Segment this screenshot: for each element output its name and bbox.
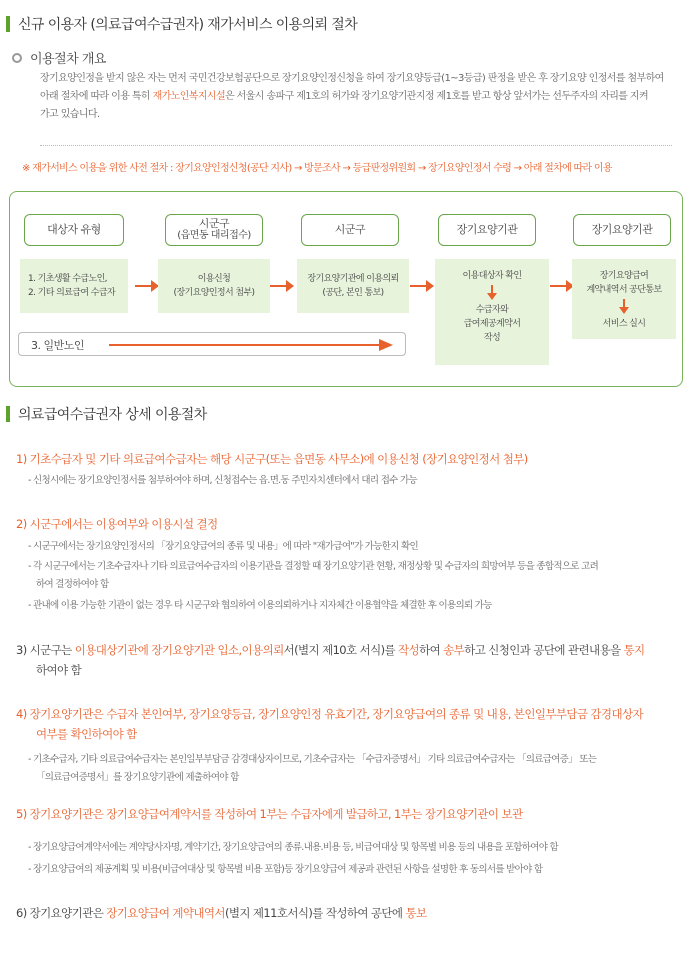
header-label: 시군구 <box>334 223 366 236</box>
highlight-text: 통보 <box>405 906 427 920</box>
step-4-bullet: - 기초수급자, 기타 의료급여수급자는 본인일부부담금 감경대상자이므로, 기초수급자는 「수급자증명서」 기타 의료급여수급자는 「의료급여증」 또는 <box>28 754 597 765</box>
dotted-divider <box>40 145 672 146</box>
flow-header-city-proxy <box>165 214 263 246</box>
header-sublabel: (읍면동 대리접수) <box>177 230 251 241</box>
flow-cell-target <box>20 259 128 313</box>
flow-cell-confirm <box>435 259 549 365</box>
step-3-line-1 <box>16 640 686 660</box>
step-4-bullet-cont: 「의료급여증명서」를 장기요양기관에 제출하여야 함 <box>36 772 239 783</box>
highlight-text: 이용대상기관에 장기요양기관 입소,이용의뢰 <box>74 643 284 657</box>
step-1-bullet: - 신청시에는 장기요양인정서를 첨부하여야 하며, 신청접수는 읍.면.동 주민자치센터에서 대리 접수 가능 <box>28 475 417 486</box>
right-arrow-icon <box>135 276 159 296</box>
section-title-text: 의료급여수급권자 상세 이용절차 <box>18 407 207 423</box>
overview-title-text: 이용절차 개요 <box>30 52 106 67</box>
highlight-text: 재가노인복지시설 <box>152 91 226 102</box>
step-3-line-2: 하여야 함 <box>36 663 82 677</box>
highlight-text: 장기요양급여 계약내역서 <box>106 906 225 920</box>
step-title-text: 5) 장기요양기관은 장기요양급여계약서를 작성하여 1부는 수급자에게 발급하고, 1부는 장기요양기관이 보관 <box>16 807 523 821</box>
step-title-text: 2) 시군구에서는 이용여부와 이용시설 결정 <box>16 517 218 531</box>
step-2-bullet-3: - 관내에 이용 가능한 기관이 없는 경우 타 시군구와 협의하여 이용의뢰하거나 지자체간 이용협약을 체결한 후 이용의뢰 가능 <box>28 600 492 611</box>
step-5-bullet-2: - 장기요양급여의 제공계획 및 비용(비급여대상 및 항목별 비용 포함)등 장기요양급여 제공과 관련된 사항을 설명한 후 동의서를 받아야 함 <box>28 864 543 875</box>
step-2-bullet-2-cont: 하여 결정하여야 함 <box>36 579 109 590</box>
step-text: 하고 신청인과 공단에 관련내용을 <box>464 643 624 657</box>
header-label: 대상자 유형 <box>47 223 101 236</box>
step-5-title <box>16 804 522 824</box>
section-title-1 <box>6 14 357 34</box>
section-title-text: 신규 이용자 (의료급여수급권자) 재가서비스 이용의뢰 절차 <box>18 17 358 33</box>
intro-line-2 <box>40 88 680 106</box>
down-arrow-icon <box>618 299 630 315</box>
cell-text: 작성 <box>483 333 501 343</box>
section-bar <box>6 406 10 422</box>
header-label: 장기요양기관 <box>591 223 653 236</box>
long-arrow-head-icon <box>379 339 393 351</box>
long-arrow-line <box>109 344 379 346</box>
step-text: 6) 장기요양기관은 <box>16 906 107 920</box>
cell-text: 이용대상자 확인 <box>462 271 522 281</box>
pre-procedure-note: ※ 재가서비스 이용을 위한 사전 절차 : 장기요양인정신청(공단 지사) → 방문조사 → 등급판정위원회 → 장기요양인정서 수령 → 아래 절차에 따라 이용 <box>22 163 612 174</box>
cell-text: 장기요양급여 <box>599 271 649 281</box>
flow-header-target-type <box>24 214 124 246</box>
section-title-2 <box>6 404 207 424</box>
cell-text: (장기요양인정서 첨부) <box>173 288 255 298</box>
step-2-bullet-1: - 시군구에서는 장기요양인정서의 「장기요양급여의 종류 및 내용」에 따라 "재가급여"가 가능한지 확인 <box>28 541 418 552</box>
step-2-title <box>16 514 217 534</box>
cell-text: (공단, 본인 통보) <box>322 288 384 298</box>
flow-header-care-facility-1 <box>438 214 536 246</box>
header-label: 장기요양기관 <box>456 223 518 236</box>
cell-text: 수급자와 <box>475 305 509 315</box>
flow-cell-application <box>158 259 270 313</box>
cell-text: 이용신청 <box>197 274 231 284</box>
cell-text: 서비스 실시 <box>602 319 646 329</box>
procedure-flow-diagram <box>9 191 683 387</box>
step-text: 3) 시군구는 <box>16 643 75 657</box>
step-text: (별지 제11호서식)를 작성하여 공단에 <box>224 906 406 920</box>
intro-line-1: 장기요양인정을 받지 않은 자는 먼저 국민건강보험공단으로 장기요양인정신청을 하여 장기요양등급(1~3등급) 판정을 받은 후 장기요양 인정서를 첨부하여 <box>40 73 664 84</box>
right-arrow-icon <box>410 276 434 296</box>
cell-text: 계약내역서 공단통보 <box>586 285 662 295</box>
intro-text: 아래 절차에 따라 이용 특히 <box>40 91 153 102</box>
highlight-text: 통지 <box>623 643 645 657</box>
step-text: 하여 <box>419 643 444 657</box>
cell-text: 2. 기타 의료급여 수급자 <box>28 288 116 298</box>
step-4 <box>16 704 643 744</box>
cell-text: 1. 기초생활 수급노인, <box>28 274 107 284</box>
flow-header-care-facility-2 <box>573 214 671 246</box>
right-arrow-icon <box>550 276 574 296</box>
cell-text: 급여제공계약서 <box>463 319 521 329</box>
flow-cell-referral <box>297 259 409 313</box>
step-1-title <box>16 449 528 469</box>
circle-bullet-icon <box>12 53 22 63</box>
flow-header-city <box>301 214 399 246</box>
highlight-text: 송부 <box>443 643 465 657</box>
highlight-text: 작성 <box>398 643 420 657</box>
overview-title <box>12 48 106 67</box>
step-5-bullet-1: - 장기요양급여계약서에는 계약당사자명, 계약기간, 장기요양급여의 종류.내용.비용 등, 비급여대상 및 항목별 비용 등의 내용을 포함하여야 함 <box>28 842 558 853</box>
general-elderly-label: 3. 일반노인 <box>31 339 84 352</box>
intro-text: 은 서울시 송파구 제1호의 허가와 장기요양기관지정 제1호를 받고 항상 앞서가는 선두주자의 자리를 지켜 <box>225 91 649 102</box>
step-title-text: 1) 기초수급자 및 기타 의료급여수급자는 해당 시군구(또는 읍면동 사무소)에 이용신청 (장기요양인정서 첨부) <box>16 452 528 466</box>
step-6 <box>16 903 427 923</box>
cell-text: 장기요양기관에 이용의뢰 <box>307 274 399 284</box>
overview-paragraph <box>40 70 680 124</box>
step-4-line-1: 4) 장기요양기관은 수급자 본인여부, 장기요양등급, 장기요양인정 유효기간, 장기요양급여의 종류 및 내용, 본인일부부담금 감경대상자 <box>16 707 643 721</box>
step-text: 서(별지 제10호 서식)를 <box>283 643 399 657</box>
intro-line-3: 가고 있습니다. <box>40 109 100 120</box>
step-4-line-2: 여부를 확인하여야 함 <box>36 727 137 741</box>
section-bar <box>6 16 10 32</box>
flow-cell-contract <box>572 259 676 339</box>
step-3 <box>16 640 686 680</box>
flow-general-elderly <box>18 332 406 356</box>
down-arrow-icon <box>486 285 498 301</box>
step-2-bullet-2: - 각 시군구에서는 기초수급자나 기타 의료급여수급자의 이용기관을 결정할 때 장기요양기관 현황, 재정상황 및 수급자의 희망여부 등을 종합적으로 고려 <box>28 561 599 572</box>
right-arrow-icon <box>270 276 294 296</box>
header-label: 시군구 <box>198 217 230 230</box>
